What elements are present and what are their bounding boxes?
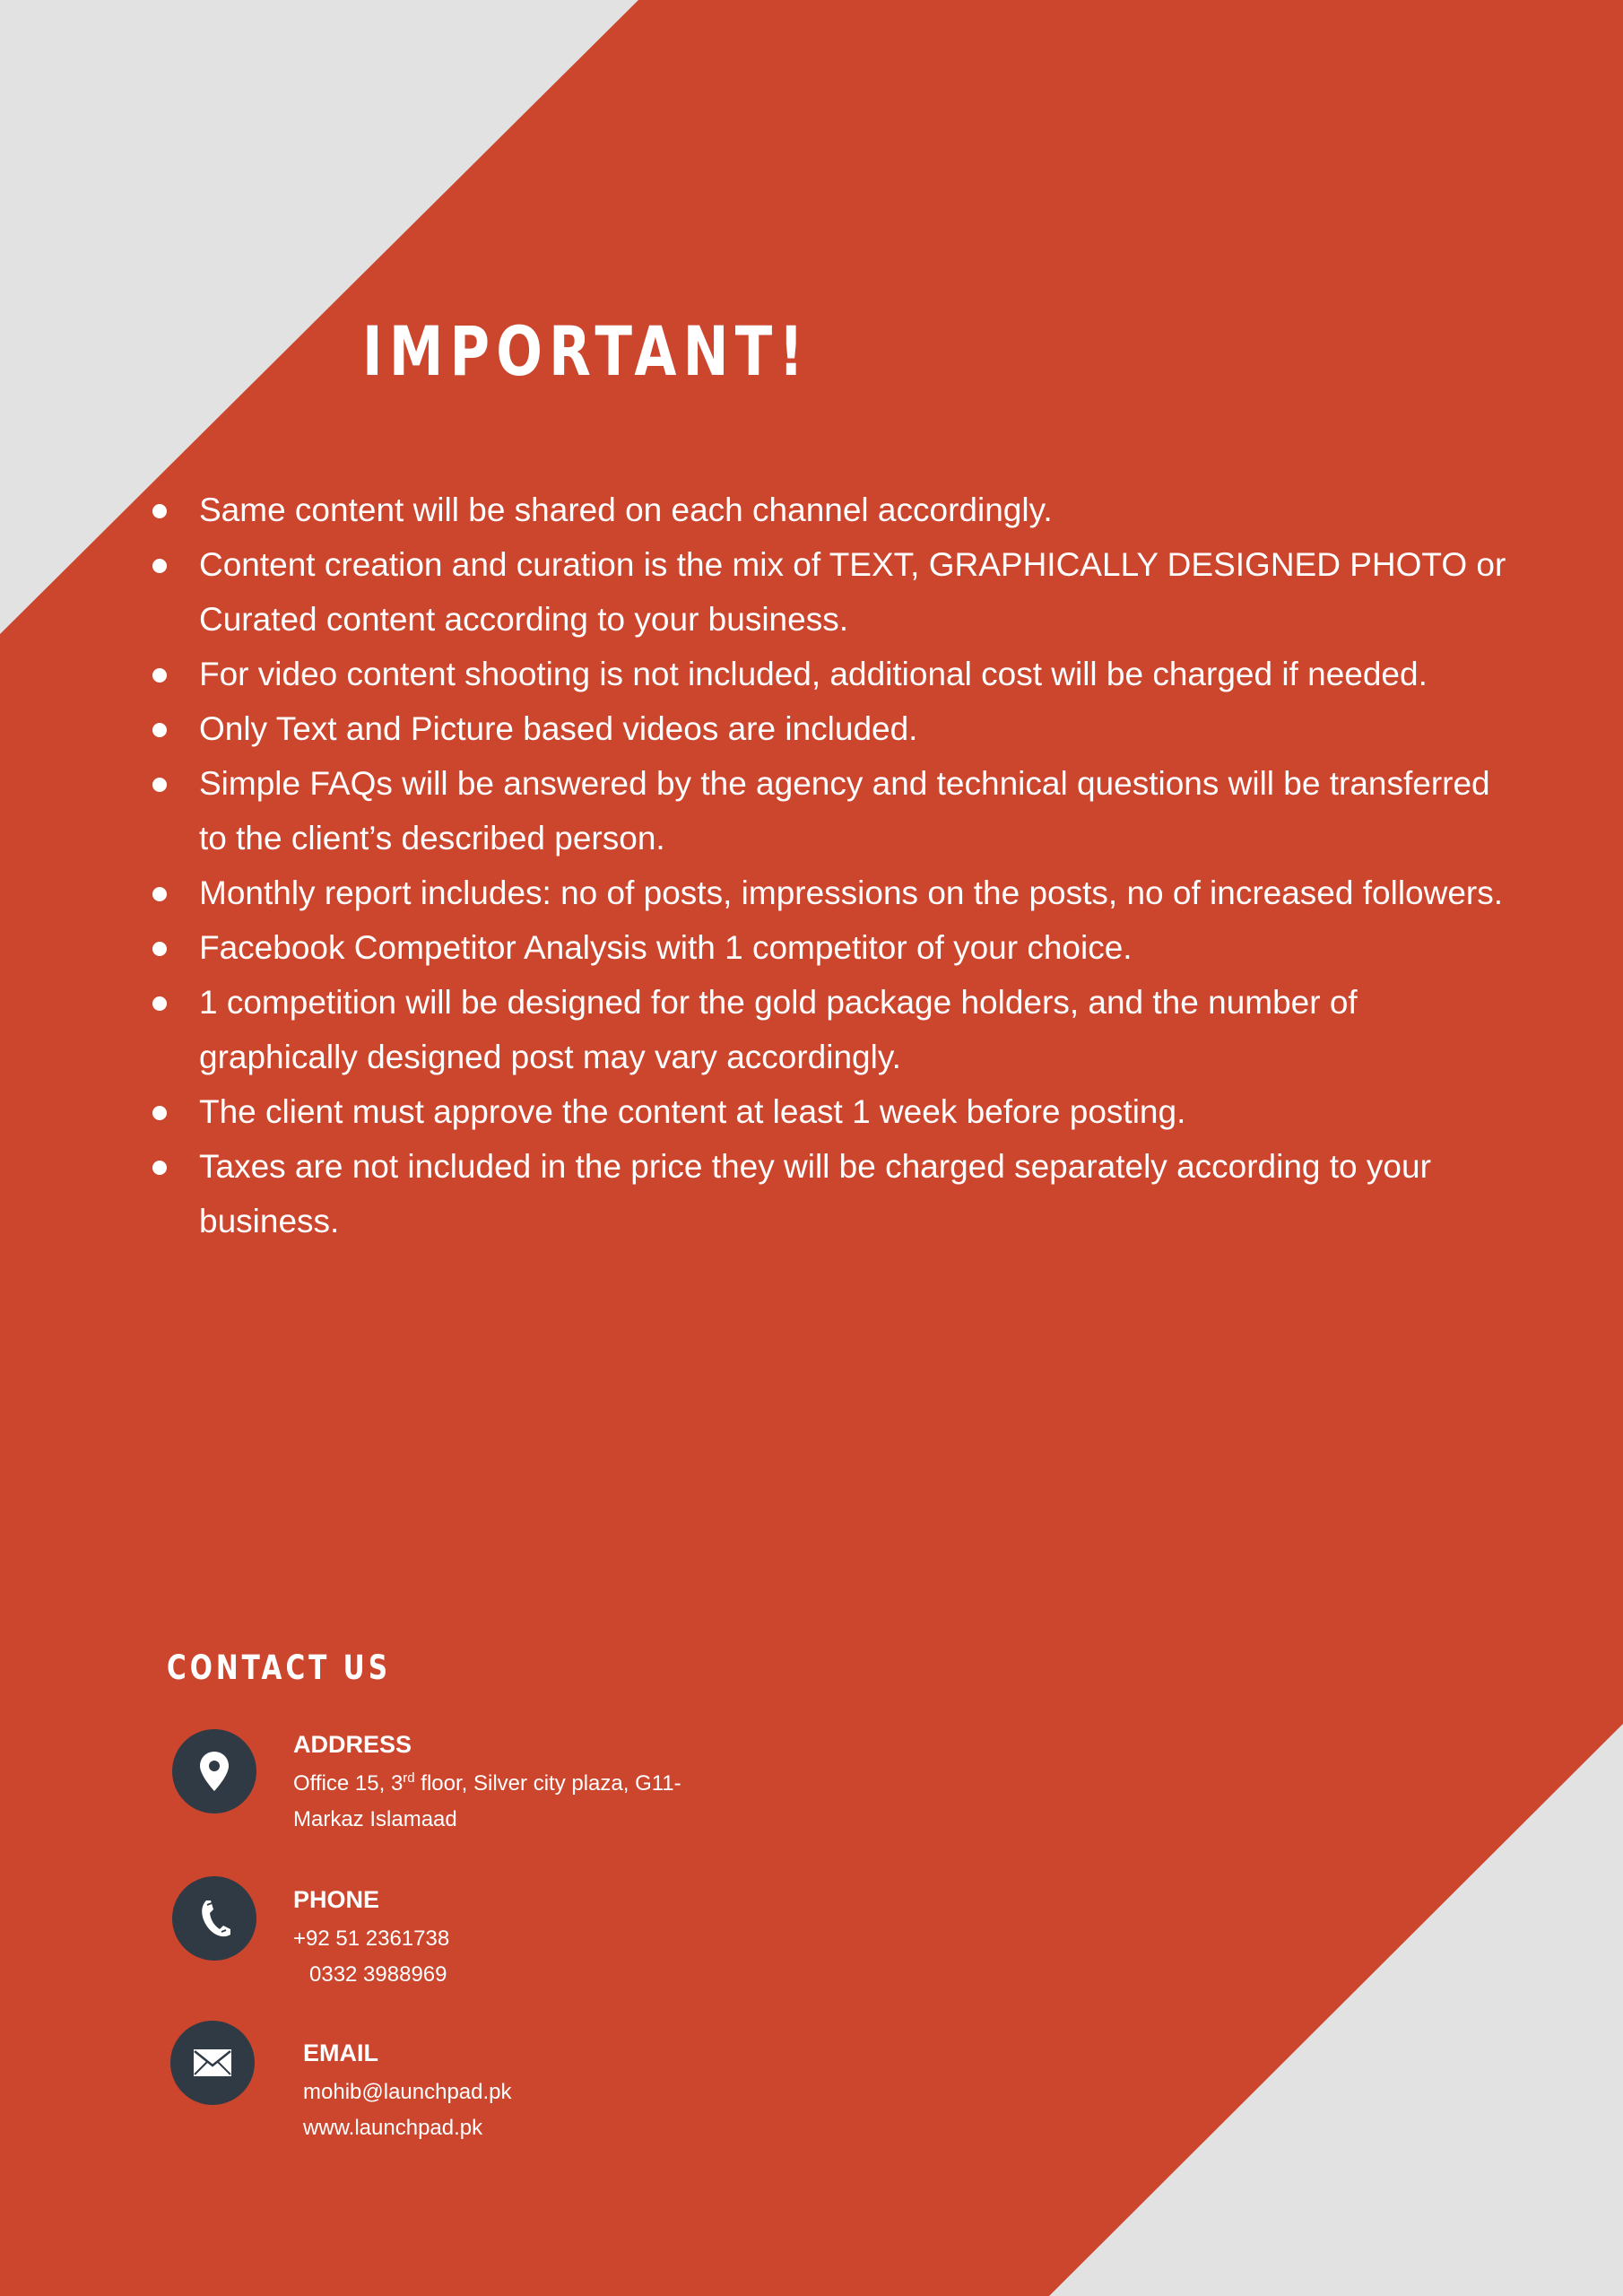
important-list: [199, 483, 1517, 1248]
list-item: Content creation and curation is the mix of TEXT, GRAPHICALLY DESIGNED PHOTO or Curated content according to your business.: [199, 537, 1517, 647]
address-line-2: Markaz Islamaad: [293, 1807, 457, 1831]
page-title: IMPORTANT!: [362, 311, 811, 391]
list-item: Taxes are not included in the price they will be charged separately according to your business.: [199, 1139, 1517, 1248]
address-block: [293, 1726, 681, 1838]
email-block: [303, 2035, 512, 2146]
website-link[interactable]: www.launchpad.pk: [303, 2116, 483, 2140]
address-icon-circle: [172, 1729, 256, 1813]
email-label: EMAIL: [303, 2039, 378, 2066]
list-item: For video content shooting is not included, additional cost will be charged if needed.: [199, 647, 1517, 701]
phone-line-1: +92 51 2361738: [293, 1926, 450, 1951]
phone-block: [293, 1882, 449, 1993]
email-address[interactable]: mohib@launchpad.pk: [303, 2080, 512, 2104]
list-item: Only Text and Picture based videos are included.: [199, 701, 1517, 756]
list-item: Facebook Competitor Analysis with 1 competitor of your choice.: [199, 920, 1517, 975]
phone-label: PHONE: [293, 1886, 380, 1913]
list-item: 1 competition will be designed for the gold package holders, and the number of graphically designed post may vary accordingly.: [199, 975, 1517, 1084]
email-icon-circle: [170, 2021, 255, 2105]
address-label: ADDRESS: [293, 1731, 412, 1758]
bottom-right-gray-corner: [1049, 1724, 1623, 2296]
list-item: Same content will be shared on each channel accordingly.: [199, 483, 1517, 537]
list-item: Simple FAQs will be answered by the agency and technical questions will be transferred to the client’s described person.: [199, 756, 1517, 865]
list-item: The client must approve the content at least 1 week before posting.: [199, 1084, 1517, 1139]
phone-icon-circle: [172, 1876, 256, 1961]
contact-title: CONTACT US: [167, 1648, 392, 1687]
location-pin-icon: [199, 1751, 230, 1792]
address-line-1: Office 15, 3rd floor, Silver city plaza, G11-: [293, 1770, 681, 1796]
phone-icon: [196, 1898, 232, 1939]
phone-line-2: 0332 3988969: [309, 1962, 447, 1987]
envelope-icon: [193, 2048, 232, 2077]
list-item: Monthly report includes: no of posts, impressions on the posts, no of increased followers.: [199, 865, 1517, 920]
